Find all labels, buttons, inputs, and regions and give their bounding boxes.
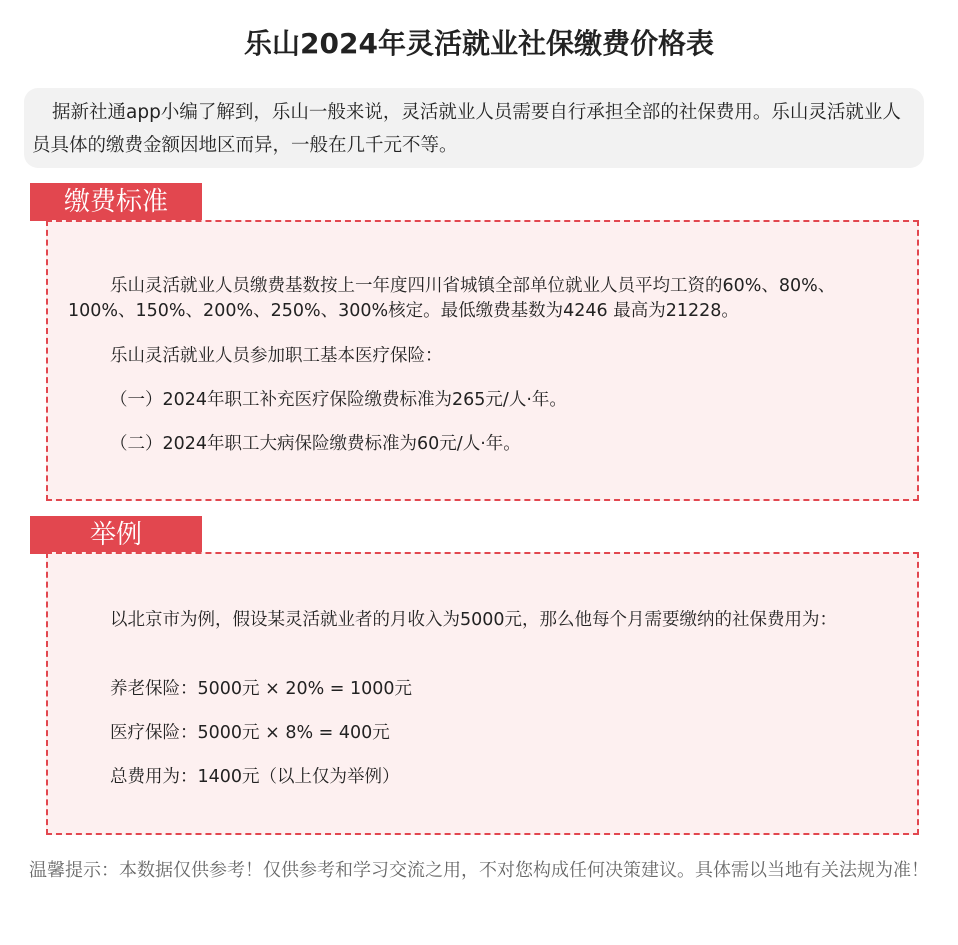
- example-medical: 医疗保险：5000元 × 8% = 400元: [110, 723, 390, 743]
- page-title: 乐山2024年灵活就业社保缴费价格表: [244, 27, 714, 60]
- intro-text: 据新社通app小编了解到，乐山一般来说，灵活就业人员需要自行承担全部的社保费用。乐山灵活就业人员具体的缴费金额因地区而异，一般在几千元不等。: [24, 88, 924, 168]
- example-pension: 养老保险：5000元 × 20% = 1000元: [110, 679, 413, 699]
- standard-medical-intro: 乐山灵活就业人员参加职工基本医疗保险：: [110, 346, 443, 366]
- example-intro-paragraph: 以北京市为例，假设某灵活就业者的月收入为5000元，那么他每个月需要缴纳的社保费用为：: [110, 610, 838, 630]
- section-tab-standard: 缴费标准: [30, 183, 202, 221]
- standard-item-2: （二）2024年职工大病保险缴费标准为60元/人·年。: [110, 434, 521, 454]
- example-total: 总费用为：1400元（以上仅为举例）: [110, 767, 400, 787]
- footer-disclaimer: 温馨提示：本数据仅供参考！仅供参考和学习交流之用，不对您构成任何决策建议。具体需以当地有关法规为准！: [29, 860, 929, 881]
- section-box-standard: [46, 220, 919, 501]
- section-box-example: [46, 552, 919, 835]
- standard-item-1: （一）2024年职工补充医疗保险缴费标准为265元/人·年。: [110, 390, 567, 410]
- standard-base-paragraph: 乐山灵活就业人员缴费基数按上一年度四川省城镇全部单位就业人员平均工资的60%、80%、100%、150%、200%、250%、300%核定。最低缴费基数为4246 最高为21228。: [68, 276, 836, 321]
- section-tab-example: 举例: [30, 516, 202, 554]
